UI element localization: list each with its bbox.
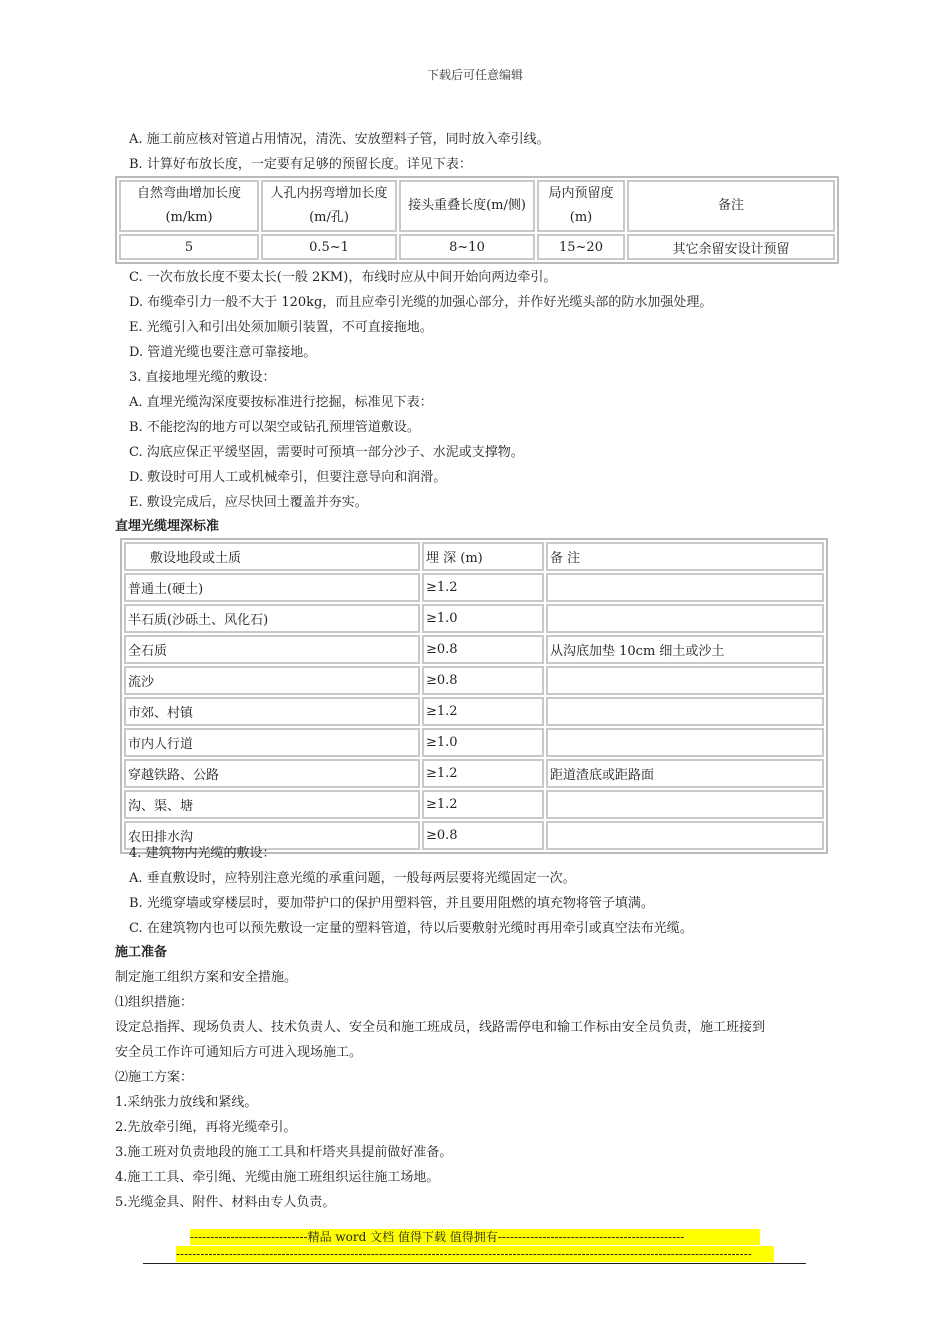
prep-org-measures: ⑴组织措施： <box>115 995 194 1010</box>
header-cell: 人孔内拐弯增加长度(m/孔) <box>261 180 397 232</box>
table-cell <box>546 666 824 695</box>
table-cell: ≥1.0 <box>422 728 544 757</box>
table-cell: 全石质 <box>124 635 420 664</box>
footer-dash-line: ---------------------------------------------------------------------------------------------------------------------------------------------- <box>176 1246 774 1262</box>
header-cell: 接头重叠长度(m/侧) <box>399 180 535 232</box>
table-cell <box>546 604 824 633</box>
item-b: B. 计算好布放长度，一定要有足够的预留长度。详见下表： <box>129 157 472 172</box>
table-row <box>124 604 824 633</box>
item-a: A. 施工前应核对管道占用情况，清洗、安放塑料子管，同时放入牵引线。 <box>129 132 550 147</box>
item-d3: D. 敷设时可用人工或机械牵引，但要注意导向和润滑。 <box>129 470 447 485</box>
table-cell: 市内人行道 <box>124 728 420 757</box>
list-item: 2.先放牵引绳，再将光缆牵引。 <box>115 1120 297 1135</box>
table-cell: ≥1.2 <box>422 697 544 726</box>
table-row <box>124 666 824 695</box>
table-row <box>124 635 824 664</box>
item-c3: C. 沟底应保正平缓坚固，需要时可预填一部分沙子、水泥或支撑物。 <box>129 445 524 460</box>
burial-depth-table <box>120 538 828 854</box>
table-cell: ≥1.0 <box>422 604 544 633</box>
table-cell: 距道渣底或距路面 <box>546 759 824 788</box>
table-cell: ≥1.2 <box>422 790 544 819</box>
prep-org-text-2: 安全员工作许可通知后方可进入现场施工。 <box>115 1045 363 1060</box>
table-cell <box>546 728 824 757</box>
item-d: D. 布缆牵引力一般不大于 120kg，而且应牵引光缆的加强心部分，并作好光缆头部的防水加强处理。 <box>129 295 713 310</box>
table-row <box>124 728 824 757</box>
table-cell: 5 <box>119 234 259 260</box>
item-e: E. 光缆引入和引出处须加顺引装置，不可直接拖地。 <box>129 320 433 335</box>
item-b4: B. 光缆穿墙或穿楼层时，要加带护口的保护用塑料管，并且要用阻燃的填充物将管子填满。 <box>129 896 654 911</box>
page-header: 下载后可任意编辑 <box>426 68 523 82</box>
table-row <box>124 790 824 819</box>
item-a4: A. 垂直敷设时，应特别注意光缆的承重问题，一般每两层要将光缆固定一次。 <box>129 871 576 886</box>
table-cell: 其它余留安设计预留 <box>627 234 835 260</box>
prep-title: 施工准备 <box>115 945 168 960</box>
table-cell: ≥0.8 <box>422 821 544 850</box>
header-cell: 备 注 <box>546 542 824 571</box>
item-d2: D. 管道光缆也要注意可靠接地。 <box>129 345 317 360</box>
table-cell: ≥1.2 <box>422 573 544 602</box>
list-item: 3.施工班对负责地段的施工工具和杆塔夹具提前做好准备。 <box>115 1145 453 1160</box>
section-4: 4. 建筑物内光缆的敷设： <box>129 846 276 861</box>
item-e3: E. 敷设完成后，应尽快回土覆盖并夯实。 <box>129 495 368 510</box>
table-cell: 0.5~1 <box>261 234 397 260</box>
header-cell: 敷设地段或土质 <box>124 542 420 571</box>
table2-title: 直埋光缆埋深标准 <box>115 519 220 534</box>
table-cell: 8~10 <box>399 234 535 260</box>
table-cell: ≥0.8 <box>422 666 544 695</box>
table-cell <box>546 697 824 726</box>
reserve-length-table <box>115 176 839 264</box>
header-cell: 局内预留度(m) <box>537 180 625 232</box>
table-cell: 15~20 <box>537 234 625 260</box>
header-cell: 自然弯曲增加长度(m/km) <box>119 180 259 232</box>
table-cell: 穿越铁路、公路 <box>124 759 420 788</box>
footer-banner: -----------------------------精品 word 文档 值得下载 值得拥有---------------------------------------------- <box>190 1229 760 1245</box>
table-header-row <box>124 542 824 571</box>
table-cell <box>546 821 824 850</box>
table-cell: 半石质(沙砾土、风化石) <box>124 604 420 633</box>
table-cell: 农田排水沟 <box>124 821 420 850</box>
table-row <box>124 759 824 788</box>
table-row <box>124 573 824 602</box>
table-cell: ≥1.2 <box>422 759 544 788</box>
table-row <box>119 234 835 260</box>
footer-rule <box>143 1263 806 1264</box>
item-a3: A. 直埋光缆沟深度要按标准进行挖掘，标准见下表： <box>129 395 433 410</box>
table-header-row <box>119 180 835 232</box>
table-cell <box>546 790 824 819</box>
prep-plan: ⑵施工方案： <box>115 1070 194 1085</box>
table-cell: 从沟底加垫 10cm 细土或沙土 <box>546 635 824 664</box>
prep-org-text-1: 设定总指挥、现场负责人、技术负责人、安全员和施工班成员，线路需停电和输工作标由安全员负责，施工班接到 <box>115 1020 766 1035</box>
item-c: C. 一次布放长度不要太长(一般 2KM)，布线时应从中间开始向两边牵引。 <box>129 270 557 285</box>
table-cell: 市郊、村镇 <box>124 697 420 726</box>
table-row <box>124 697 824 726</box>
table-cell: 沟、渠、塘 <box>124 790 420 819</box>
header-cell: 埋 深 (m) <box>422 542 544 571</box>
section-3: 3. 直接地埋光缆的敷设： <box>129 370 276 385</box>
list-item: 4.施工工具、牵引绳、光缆由施工班组织运往施工场地。 <box>115 1170 440 1185</box>
item-b3: B. 不能挖沟的地方可以架空或钻孔预埋管道敷设。 <box>129 420 420 435</box>
table-cell: 流沙 <box>124 666 420 695</box>
prep-intro: 制定施工组织方案和安全措施。 <box>115 970 298 985</box>
table-cell: 普通土(硬土) <box>124 573 420 602</box>
item-c4: C. 在建筑物内也可以预先敷设一定量的塑料管道，待以后要敷射光缆时再用牵引或真空法布光缆。 <box>129 921 693 936</box>
table-cell <box>546 573 824 602</box>
table-cell: ≥0.8 <box>422 635 544 664</box>
list-item: 1.采纳张力放线和紧线。 <box>115 1095 258 1110</box>
header-cell: 备注 <box>627 180 835 232</box>
list-item: 5.光缆金具、附件、材料由专人负责。 <box>115 1195 336 1210</box>
